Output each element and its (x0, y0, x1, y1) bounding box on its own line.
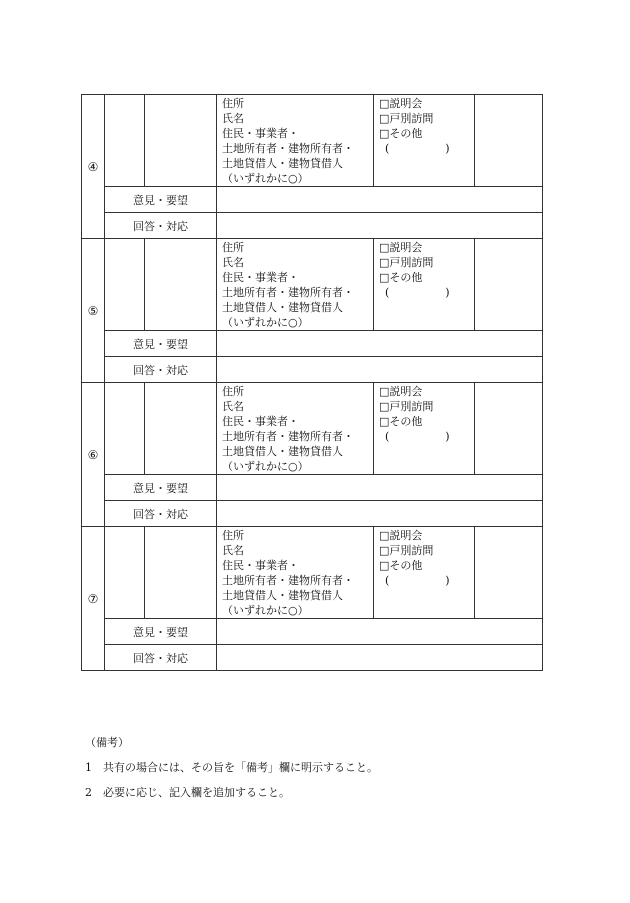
opinion-label: 意見・要望 (105, 619, 217, 645)
place-cell[interactable] (145, 527, 217, 619)
paren-open: ( (385, 430, 390, 443)
method-other-detail[interactable] (379, 429, 474, 444)
response-label: 回答・対応 (105, 357, 217, 383)
paren-close: ) (445, 430, 450, 443)
method-door-to-door-checkbox[interactable]: □戸別訪問 (379, 256, 434, 269)
paren-open: ( (385, 574, 390, 587)
note-text: 必要に応じ、記入欄を追加すること。 (103, 786, 290, 799)
category-line-4: （いずれかに○） (222, 316, 309, 329)
response-input[interactable] (217, 645, 543, 671)
place-cell[interactable] (145, 239, 217, 331)
note-item-2 (85, 780, 378, 805)
category-line-1: 住民・事業者・ (222, 559, 299, 572)
remarks-cell[interactable] (475, 383, 543, 475)
entry-main-row (82, 95, 543, 187)
date-cell[interactable] (105, 527, 145, 619)
opinion-input[interactable] (217, 187, 543, 213)
opinion-input[interactable] (217, 475, 543, 501)
method-other-checkbox[interactable]: □その他 (379, 271, 423, 284)
paren-open: ( (385, 286, 390, 299)
note-text: 共有の場合には、その旨を「備考」欄に明示すること。 (103, 761, 378, 774)
response-row (82, 357, 543, 383)
entry-number: ⑤ (82, 239, 105, 383)
response-label: 回答・対応 (105, 213, 217, 239)
entry-main-row (82, 527, 543, 619)
method-door-to-door-checkbox[interactable]: □戸別訪問 (379, 544, 434, 557)
date-cell[interactable] (105, 383, 145, 475)
remarks-cell[interactable] (475, 95, 543, 187)
response-input[interactable] (217, 357, 543, 383)
remarks-cell[interactable] (475, 527, 543, 619)
method-door-to-door-checkbox[interactable]: □戸別訪問 (379, 400, 434, 413)
category-line-3: 土地貸借人・建物貸借人 (222, 589, 343, 602)
category-line-3: 土地貸借人・建物貸借人 (222, 445, 343, 458)
response-input[interactable] (217, 213, 543, 239)
method-other-detail[interactable] (379, 285, 474, 300)
respondent-info-cell[interactable] (217, 383, 374, 475)
response-row (82, 213, 543, 239)
method-briefing-checkbox[interactable]: □説明会 (379, 529, 423, 542)
method-other-checkbox[interactable]: □その他 (379, 559, 423, 572)
category-line-2: 土地所有者・建物所有者・ (222, 142, 354, 155)
response-input[interactable] (217, 501, 543, 527)
opinion-label: 意見・要望 (105, 475, 217, 501)
place-cell[interactable] (145, 95, 217, 187)
category-line-1: 住民・事業者・ (222, 271, 299, 284)
method-cell (374, 239, 475, 331)
method-briefing-checkbox[interactable]: □説明会 (379, 241, 423, 254)
paren-close: ) (445, 142, 450, 155)
note-number: 2 (85, 786, 92, 799)
method-door-to-door-checkbox[interactable]: □戸別訪問 (379, 112, 434, 125)
response-row (82, 645, 543, 671)
opinion-row (82, 619, 543, 645)
entry-number: ⑥ (82, 383, 105, 527)
date-cell[interactable] (105, 95, 145, 187)
category-line-2: 土地所有者・建物所有者・ (222, 574, 354, 587)
method-cell (374, 383, 475, 475)
category-line-4: （いずれかに○） (222, 604, 309, 617)
opinion-row (82, 475, 543, 501)
opinion-row (82, 187, 543, 213)
entry-number: ⑦ (82, 527, 105, 671)
name-label: 氏名 (222, 544, 244, 557)
name-label: 氏名 (222, 400, 244, 413)
opinion-input[interactable] (217, 331, 543, 357)
method-cell (374, 95, 475, 187)
paren-close: ) (445, 286, 450, 299)
name-label: 氏名 (222, 112, 244, 125)
method-other-detail[interactable] (379, 573, 474, 588)
category-line-1: 住民・事業者・ (222, 127, 299, 140)
opinion-row (82, 331, 543, 357)
respondent-info-cell[interactable] (217, 239, 374, 331)
method-other-checkbox[interactable]: □その他 (379, 127, 423, 140)
category-line-3: 土地貸借人・建物貸借人 (222, 157, 343, 170)
entry-number: ④ (82, 95, 105, 239)
method-briefing-checkbox[interactable]: □説明会 (379, 97, 423, 110)
response-row (82, 501, 543, 527)
opinion-label: 意見・要望 (105, 331, 217, 357)
respondent-info-cell[interactable] (217, 95, 374, 187)
notes-section (85, 730, 378, 805)
address-label: 住所 (222, 529, 244, 542)
note-item-1 (85, 755, 378, 780)
entry-main-row (82, 383, 543, 475)
method-briefing-checkbox[interactable]: □説明会 (379, 385, 423, 398)
notes-heading: （備考） (85, 736, 129, 749)
response-label: 回答・対応 (105, 501, 217, 527)
category-line-2: 土地所有者・建物所有者・ (222, 286, 354, 299)
note-number: 1 (85, 761, 92, 774)
opinion-input[interactable] (217, 619, 543, 645)
method-other-checkbox[interactable]: □その他 (379, 415, 423, 428)
address-label: 住所 (222, 97, 244, 110)
opinion-label: 意見・要望 (105, 187, 217, 213)
response-label: 回答・対応 (105, 645, 217, 671)
method-cell (374, 527, 475, 619)
paren-close: ) (445, 574, 450, 587)
hearing-record-table (81, 94, 543, 671)
respondent-info-cell[interactable] (217, 527, 374, 619)
method-other-detail[interactable] (379, 141, 474, 156)
category-line-3: 土地貸借人・建物貸借人 (222, 301, 343, 314)
category-line-2: 土地所有者・建物所有者・ (222, 430, 354, 443)
place-cell[interactable] (145, 383, 217, 475)
date-cell[interactable] (105, 239, 145, 331)
category-line-1: 住民・事業者・ (222, 415, 299, 428)
category-line-4: （いずれかに○） (222, 460, 309, 473)
address-label: 住所 (222, 385, 244, 398)
entry-main-row (82, 239, 543, 331)
name-label: 氏名 (222, 256, 244, 269)
category-line-4: （いずれかに○） (222, 172, 309, 185)
paren-open: ( (385, 142, 390, 155)
remarks-cell[interactable] (475, 239, 543, 331)
address-label: 住所 (222, 241, 244, 254)
